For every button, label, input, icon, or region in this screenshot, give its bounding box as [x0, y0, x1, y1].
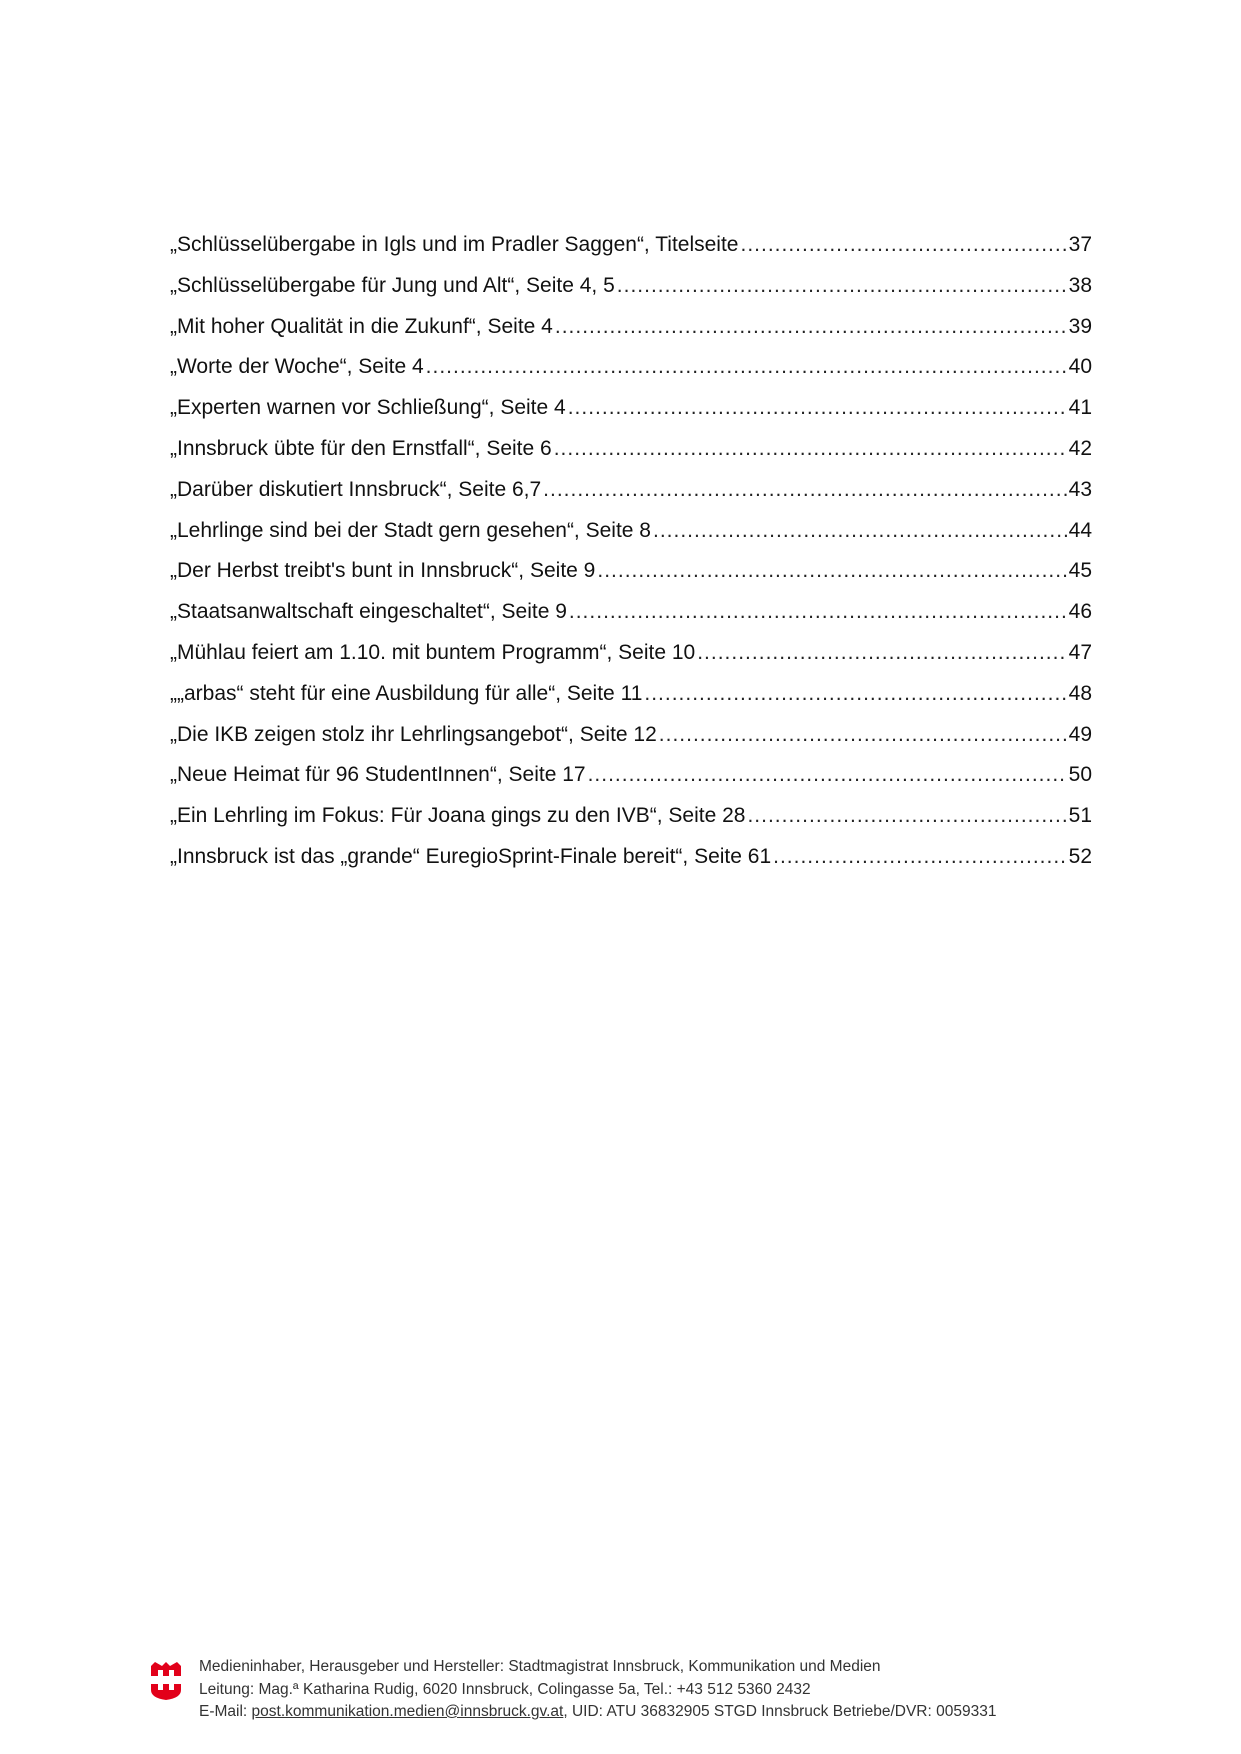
toc-leader-dots [588, 763, 1067, 787]
toc-entry-title: „Innsbruck übte für den Ernstfall“, Seite 6 [170, 436, 552, 460]
toc-entry[interactable] [170, 315, 1092, 356]
toc-entry-title: „Neue Heimat für 96 StudentInnen“, Seite 17 [170, 763, 586, 787]
toc-entry[interactable] [170, 763, 1092, 804]
toc-entry-title: „Lehrlinge sind bei der Stadt gern gesehen“, Seite 8 [170, 518, 651, 542]
email-link[interactable]: post.kommunikation.medien@innsbruck.gv.at [251, 1703, 564, 1720]
toc-entry-page: 47 [1068, 640, 1092, 664]
toc-entry[interactable] [170, 478, 1092, 519]
toc-entry-title: „Der Herbst treibt's bunt in Innsbruck“, Seite 9 [170, 559, 596, 583]
toc-entry-title: „Worte der Woche“, Seite 4 [170, 355, 424, 379]
toc-entry-page: 38 [1068, 273, 1092, 297]
toc-entry-title: „Ein Lehrling im Fokus: Für Joana gings zu den IVB“, Seite 28 [170, 804, 746, 828]
toc-entry-title: „„arbas“ steht für eine Ausbildung für alle“, Seite 11 [170, 681, 643, 705]
toc-entry-page: 49 [1068, 722, 1092, 746]
toc-entry[interactable] [170, 723, 1092, 764]
table-of-contents [170, 233, 1092, 886]
footer-uid: , UID: ATU 36832905 STGD Innsbruck Betriebe/DVR: 0059331 [563, 1703, 997, 1720]
toc-entry-page: 40 [1068, 355, 1092, 379]
toc-entry[interactable] [170, 845, 1092, 886]
toc-leader-dots [747, 804, 1066, 828]
toc-entry-title: „Schlüsselübergabe in Igls und im Pradler Saggen“, Titelseite [170, 233, 739, 256]
toc-entry[interactable] [170, 274, 1092, 315]
toc-leader-dots [555, 315, 1067, 339]
toc-leader-dots [568, 396, 1067, 420]
toc-entry[interactable] [170, 437, 1092, 478]
toc-entry[interactable] [170, 519, 1092, 560]
toc-entry[interactable] [170, 600, 1092, 641]
toc-entry-title: „Mit hoher Qualität in die Zukunf“, Seite 4 [170, 314, 553, 338]
toc-entry[interactable] [170, 355, 1092, 396]
toc-entry-page: 50 [1068, 763, 1092, 787]
toc-entry-title: „Die IKB zeigen stolz ihr Lehrlingsangebot“, Seite 12 [170, 722, 657, 746]
toc-entry-title: „Innsbruck ist das „grande“ EuregioSprint-Finale bereit“, Seite 61 [170, 844, 772, 868]
toc-entry[interactable] [170, 682, 1092, 723]
toc-entry-page: 42 [1068, 436, 1092, 460]
toc-entry[interactable] [170, 804, 1092, 845]
footer-contact [199, 1701, 996, 1724]
toc-entry[interactable] [170, 396, 1092, 437]
toc-entry-page: 45 [1068, 559, 1092, 583]
toc-entry-page: 41 [1068, 396, 1092, 420]
toc-entry-title: „Schlüsselübergabe für Jung und Alt“, Seite 4, 5 [170, 273, 615, 297]
toc-entry-page: 51 [1068, 804, 1092, 828]
toc-entry-page: 48 [1068, 681, 1092, 705]
toc-leader-dots [569, 600, 1067, 624]
toc-entry-title: „Darüber diskutiert Innsbruck“, Seite 6,7 [170, 477, 542, 501]
toc-leader-dots [644, 682, 1066, 706]
toc-entry[interactable] [170, 559, 1092, 600]
toc-leader-dots [554, 437, 1067, 461]
toc-leader-dots [653, 519, 1067, 543]
toc-leader-dots [597, 559, 1066, 583]
toc-entry-title: „Mühlau feiert am 1.10. mit buntem Programm“, Seite 10 [170, 640, 696, 664]
toc-entry-page: 39 [1068, 314, 1092, 338]
toc-entry-page: 46 [1068, 600, 1092, 624]
toc-leader-dots [543, 478, 1066, 502]
toc-entry-title: „Staatsanwaltschaft eingeschaltet“, Seite 9 [170, 600, 567, 624]
toc-leader-dots [659, 723, 1067, 747]
toc-entry[interactable] [170, 233, 1092, 274]
toc-entry-page: 37 [1068, 233, 1092, 256]
innsbruck-logo-icon [151, 1662, 181, 1702]
toc-leader-dots [740, 233, 1066, 257]
toc-leader-dots [617, 274, 1067, 298]
email-label: E-Mail: [199, 1703, 252, 1720]
toc-entry-page: 44 [1068, 518, 1092, 542]
toc-leader-dots [773, 845, 1067, 869]
footer-management: Leitung: Mag.ª Katharina Rudig, 6020 Innsbruck, Colingasse 5a, Tel.: +43 512 5360 2432 [199, 1680, 811, 1698]
toc-entry[interactable] [170, 641, 1092, 682]
toc-leader-dots [697, 641, 1066, 665]
toc-entry-page: 52 [1068, 844, 1092, 868]
toc-leader-dots [426, 355, 1067, 379]
footer-publisher: Medieninhaber, Herausgeber und Hersteller: Stadtmagistrat Innsbruck, Kommunikation und Medien [199, 1658, 881, 1675]
toc-entry-page: 43 [1068, 477, 1092, 501]
toc-entry-title: „Experten warnen vor Schließung“, Seite 4 [170, 396, 566, 420]
